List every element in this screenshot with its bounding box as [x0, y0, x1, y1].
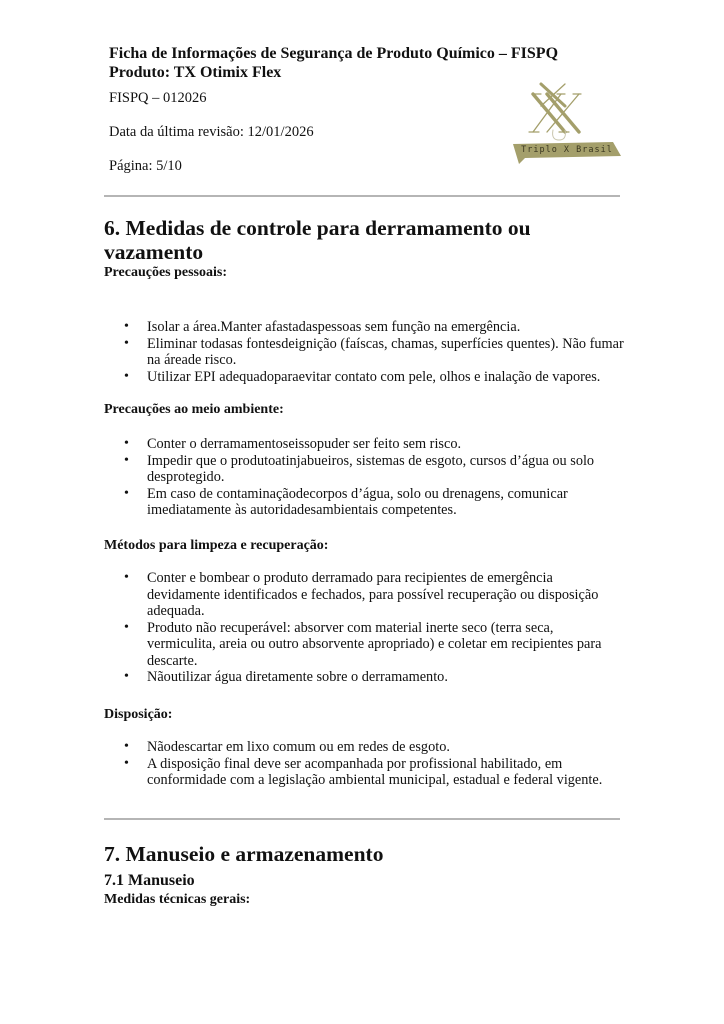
- item-text: Conter o derramamentoseissopuder ser feito sem risco.: [147, 436, 462, 452]
- list-item: [104, 669, 624, 686]
- header-divider: [104, 195, 620, 197]
- bullet-icon: •: [124, 669, 129, 684]
- product-line: Produto: TX Otimix Flex: [109, 64, 282, 81]
- list-item: [104, 570, 624, 620]
- personal-precautions-heading: Precauções pessoais:: [104, 265, 227, 280]
- section-divider: [104, 818, 620, 820]
- page-number: Página: 5/10: [109, 158, 182, 174]
- list-item: [104, 486, 624, 519]
- bullet-icon: •: [124, 739, 129, 754]
- revision-date: Data da última revisão: 12/01/2026: [109, 124, 314, 140]
- item-text: A disposição final deve ser acompanhada por profissional habilitado, em conformidade com a legislação ambiental municipal, estadual e federal vigente.: [147, 755, 603, 788]
- cleanup-methods-list: [104, 570, 624, 686]
- subsection-7-1-title: 7.1 Manuseio: [104, 872, 195, 889]
- item-text: Conter e bombear o produto derramado para recipientes de emergência devidamente identificados e fechados, para possível recuperação ou disposição adequada.: [147, 570, 599, 619]
- section-6-title: 6. Medidas de controle para derramamento ou vazamento: [104, 216, 531, 264]
- bullet-icon: •: [124, 755, 129, 771]
- item-text: Utilizar EPI adequadoparaevitar contato com pele, olhos e inalação de vapores.: [147, 368, 601, 385]
- list-item: [104, 453, 624, 486]
- list-item: [104, 336, 624, 369]
- list-item: [104, 319, 624, 336]
- item-text: Impedir que o produtoatinjabueiros, sistemas de esgoto, cursos d’água ou solo desprotegido.: [147, 452, 595, 485]
- item-text: Nãoutilizar água diretamente sobre o derramamento.: [147, 669, 448, 685]
- personal-precautions-list: [104, 319, 624, 385]
- bullet-icon: •: [124, 335, 129, 351]
- item-text: Em caso de contaminaçãodecorpos d’água, solo ou drenagens, comunicar imediatamente às autoridadesambientais competentes.: [147, 485, 568, 518]
- list-item: [104, 756, 624, 789]
- bullet-icon: •: [124, 436, 129, 451]
- environment-precautions-list: [104, 436, 624, 519]
- fispq-code: FISPQ – 012026: [109, 90, 207, 106]
- bullet-icon: •: [124, 570, 129, 585]
- title-line: Ficha de Informações de Segurança de Produto Químico – FISPQ: [109, 45, 559, 62]
- bullet-icon: •: [124, 319, 129, 334]
- item-text: Nãodescartar em lixo comum ou em redes de esgoto.: [147, 739, 450, 755]
- logo-text: Triplo X Brasil: [521, 145, 613, 155]
- list-item: [104, 620, 624, 670]
- bullet-icon: •: [124, 485, 129, 501]
- list-item: [104, 436, 624, 453]
- disposal-list: [104, 739, 624, 789]
- triplo-x-logo: [513, 80, 621, 166]
- section-7-title: 7. Manuseio e armazenamento: [104, 842, 384, 866]
- bullet-icon: •: [124, 368, 129, 384]
- item-text: Isolar a área.Manter afastadaspessoas sem função na emergência.: [147, 319, 521, 335]
- general-technical-measures-heading: Medidas técnicas gerais:: [104, 892, 251, 907]
- list-item: [104, 739, 624, 756]
- item-text: Produto não recuperável: absorver com material inerte seco (terra seca, vermiculita, areia ou outro absorvente apropriado) e coletar em recipientes para descarte.: [147, 619, 602, 669]
- list-item: [104, 369, 624, 386]
- cleanup-methods-heading: Métodos para limpeza e recuperação:: [104, 538, 329, 553]
- bullet-icon: •: [124, 619, 129, 635]
- item-text: Eliminar todasas fontesdeignição (faíscas, chamas, superfícies quentes). Não fumar na áreade risco.: [147, 335, 624, 368]
- environment-precautions-heading: Precauções ao meio ambiente:: [104, 402, 284, 417]
- document-title: [109, 44, 558, 82]
- bullet-icon: •: [124, 452, 129, 468]
- disposal-heading: Disposição:: [104, 707, 173, 722]
